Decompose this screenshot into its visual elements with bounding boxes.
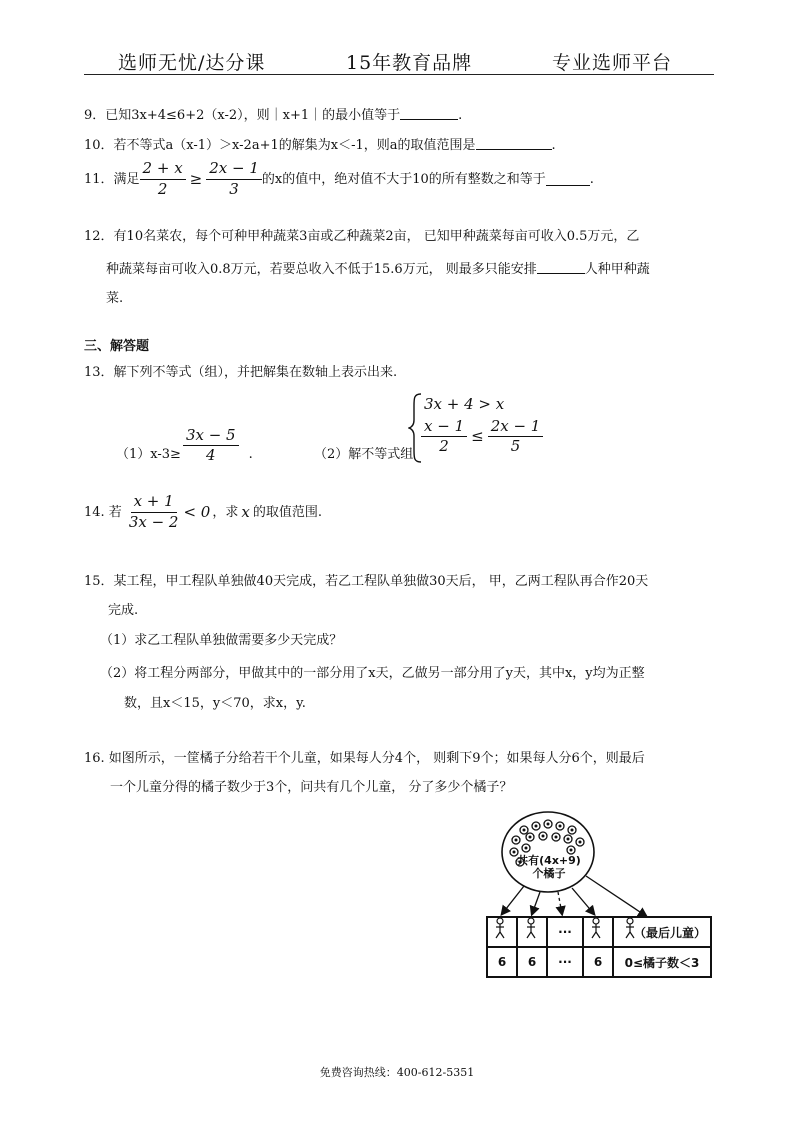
q9-end: . bbox=[458, 108, 463, 123]
basket-label-line-2: 个橘子 bbox=[532, 867, 566, 880]
q12-line-3: 菜. bbox=[106, 291, 124, 306]
child-cell-2 bbox=[517, 917, 547, 947]
q10-answer-blank[interactable] bbox=[476, 137, 552, 150]
q13-sys-fraction-left: $\frac{x - 1}{2}$ bbox=[421, 418, 467, 456]
question-11 bbox=[84, 158, 594, 200]
q11-text-b: 的x的值中，绝对值不大于10的所有整数之和等于 bbox=[261, 171, 546, 187]
header-left: 选师无忧/达分课 bbox=[118, 52, 266, 74]
q10-end: . bbox=[551, 138, 556, 153]
question-10 bbox=[84, 137, 556, 152]
child-cell-3 bbox=[583, 917, 613, 947]
question-14 bbox=[84, 490, 322, 534]
q13-system-line-1: 3x + 4 > x bbox=[424, 395, 505, 413]
last-child-cell: （最后儿童） bbox=[613, 917, 711, 947]
footer-hotline: 免费咨询热线：400-612-5351 bbox=[319, 1066, 475, 1079]
orange-distribution-figure bbox=[486, 806, 714, 986]
child-cell-1 bbox=[487, 917, 517, 947]
q11-answer-blank[interactable] bbox=[546, 173, 590, 186]
child-cell-dots: ··· bbox=[547, 917, 583, 947]
q13-part1-fraction: $\frac{3x - 5}{4}$ bbox=[183, 427, 239, 465]
q13-part1-end: . bbox=[248, 447, 253, 462]
q13-system-line-2 bbox=[421, 418, 543, 456]
q9-answer-blank[interactable] bbox=[400, 107, 458, 120]
value-cell-dots: ··· bbox=[547, 947, 583, 977]
q11-text-a: 11．满足 bbox=[84, 171, 140, 187]
q14-text-b: 的取值范围. bbox=[252, 504, 322, 520]
q15-line-2: 完成. bbox=[108, 603, 139, 618]
q13-part-1 bbox=[116, 420, 253, 464]
value-cell-3: 6 bbox=[583, 947, 613, 977]
q14-text-a: ，求 bbox=[212, 504, 239, 520]
q11-fraction-right: $\frac{2x - 1}{3}$ bbox=[206, 160, 262, 198]
q11-relation: ≥ bbox=[189, 169, 203, 188]
question-9 bbox=[84, 107, 462, 122]
children-row bbox=[487, 917, 711, 947]
q16-line-1: 16. 如图所示，一筐橘子分给若干个儿童，如果每人分4个， 则剩下9个；如果每人分6个，则最后 bbox=[84, 751, 645, 766]
value-cell-1: 6 bbox=[487, 947, 517, 977]
q12-line-2 bbox=[106, 261, 650, 276]
q15-line-1: 15．某工程，甲工程队单独做40天完成，若乙工程队单独做30天后， 甲，乙两工程队再合作20天 bbox=[84, 574, 649, 589]
q15-sub-1: （1）求乙工程队单独做需要多少天完成？ bbox=[100, 633, 343, 648]
q13-sys-fraction-right: $\frac{2x - 1}{5}$ bbox=[488, 418, 544, 456]
q12-text-b: 人种甲种蔬 bbox=[584, 262, 650, 277]
q14-variable: x bbox=[241, 502, 250, 521]
basket-label-line-1: 共有(4x+9) bbox=[517, 854, 581, 867]
q9-text: 9．已知3x+4≤6+2（x-2），则｜x+1｜的最小值等于 bbox=[84, 108, 401, 123]
q10-text: 10．若不等式a（x-1）＞x-2a+1的解集为x＜-1，则a的取值范围是 bbox=[84, 138, 476, 153]
values-row bbox=[487, 947, 711, 977]
q11-fraction-left: $\frac{2 + x}{2}$ bbox=[140, 160, 186, 198]
q15-sub-2-line-1: （2）将工程分两部分，甲做其中的一部分用了x天，乙做另一部分用了y天，其中x，y均为正整 bbox=[100, 666, 645, 681]
header-center: 15年教育品牌 bbox=[346, 52, 473, 74]
q12-text-a: 种蔬菜每亩可收入0.8万元，若要总收入不低于15.6万元， 则最多只能安排 bbox=[106, 262, 537, 277]
basket-label bbox=[508, 854, 590, 880]
q16-line-2: 一个儿童分得的橘子数少于3个，问共有几个儿童， 分了多少个橘子？ bbox=[110, 780, 513, 795]
q13-part1-label: （1）x-3≥ bbox=[116, 447, 181, 462]
section-title: 三、解答题 bbox=[84, 339, 150, 354]
q15-sub-2-line-2: 数，且x＜15，y＜70，求x，y. bbox=[124, 696, 306, 711]
header-rule bbox=[84, 74, 714, 75]
q14-label: 14. 若 bbox=[84, 504, 122, 520]
q12-answer-blank[interactable] bbox=[537, 261, 585, 274]
distribution-table bbox=[486, 916, 712, 978]
q13-stem: 13．解下列不等式（组），并把解集在数轴上表示出来. bbox=[84, 365, 398, 380]
value-cell-last: 0≤橘子数＜3 bbox=[613, 947, 711, 977]
q12-line-1: 12．有10名菜农，每个可种甲种蔬菜3亩或乙种蔬菜2亩， 已知甲种蔬菜每亩可收入0.5万元，乙 bbox=[84, 229, 640, 244]
header-right: 专业选师平台 bbox=[552, 52, 673, 74]
q13-sys-relation: ≤ bbox=[471, 427, 484, 446]
q11-end: . bbox=[589, 171, 594, 187]
value-cell-2: 6 bbox=[517, 947, 547, 977]
q14-relation: < 0 bbox=[183, 502, 211, 521]
q14-fraction: $\frac{x + 1}{3x - 2}$ bbox=[128, 492, 179, 531]
q13-part2-label: （2）解不等式组 bbox=[314, 447, 414, 462]
